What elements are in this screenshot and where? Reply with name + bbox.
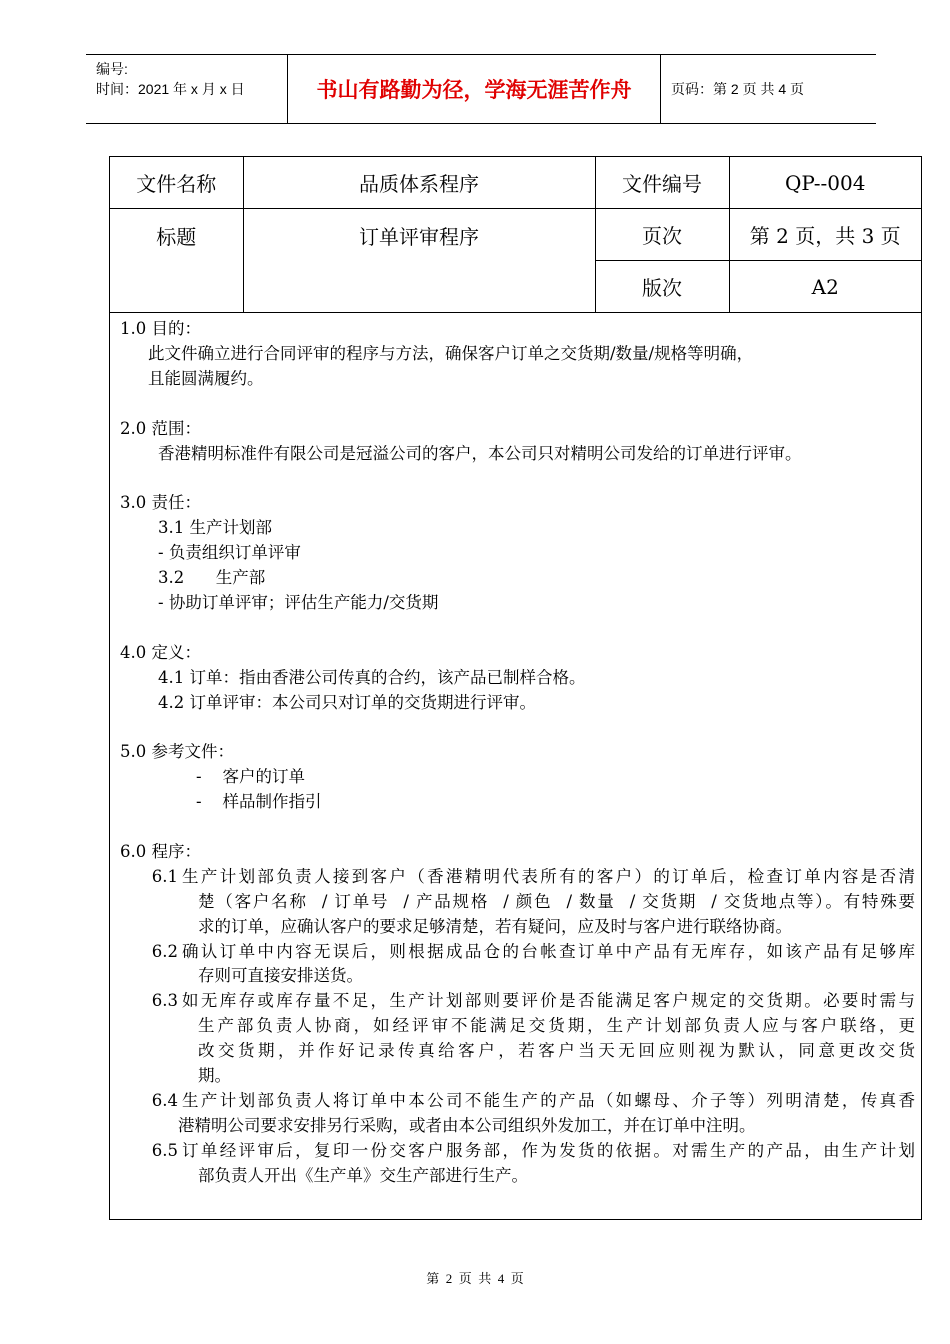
procedure-text: 生产计划部负责人接到客户（香港精明代表所有的客户）的订单后，检查订单内容是否清 (182, 866, 915, 886)
file-name-value: 品质体系程序 (243, 157, 595, 209)
procedure-text: 生产部负责人协商，如经评审不能满足交货期，生产计划部负责人应与客户联络，更 (198, 1016, 915, 1036)
section-2-heading: 2.0 范围： (120, 418, 201, 438)
file-name-label: 文件名称 (110, 157, 243, 209)
procedure-number: 6.5 (151, 1140, 178, 1160)
section-3-1-duty: - 负责组织订单评审 (158, 543, 301, 563)
section-3-2: 3.2 生产部 (158, 568, 266, 588)
version-label: 版次 (595, 261, 729, 313)
section-4-heading: 4.0 定义： (120, 642, 201, 662)
procedure-text: 存则可直接安排送货。 (198, 966, 363, 986)
meta-row-title (110, 209, 921, 261)
page-value: 第 2 页，共 3 页 (729, 209, 921, 261)
procedure-text: 期。 (198, 1066, 231, 1086)
procedure-number: 6.4 (151, 1091, 178, 1111)
title-label: 标题 (110, 209, 243, 313)
section-3-2-duty: - 协助订单评审；评估生产能力/交货期 (158, 592, 439, 612)
procedure-6-3 (120, 989, 915, 1089)
version-value: A2 (729, 261, 921, 313)
section-3-heading: 3.0 责任： (120, 493, 201, 513)
section-4-2: 4.2 订单评审：本公司只对订单的交货期进行评审。 (158, 692, 536, 712)
document-frame (109, 156, 922, 1220)
procedure-text: 港精明公司要求安排另行采购，或者由本公司组织外发加工，并在订单中注明。 (178, 1115, 756, 1135)
header-info (86, 55, 287, 123)
document-number-label: 编号: (96, 61, 128, 77)
section-3-1: 3.1 生产计划部 (158, 518, 272, 538)
procedure-text: 改交货期，并作好记录传真给客户，若客户当天无回应则视为默认，同意更改交货 (198, 1041, 915, 1061)
document-body (120, 317, 915, 1189)
section-4-1: 4.1 订单：指由香港公司传真的合约，该产品已制样合格。 (158, 667, 586, 687)
header-page-number: 页码：第 2 页 共 4 页 (671, 81, 805, 97)
procedure-text: 订单经评审后，复印一份交客户服务部，作为发货的依据。对需生产的产品，由生产计划 (182, 1140, 915, 1160)
file-number-label: 文件编号 (595, 157, 729, 209)
section-1-heading: 1.0 目的： (120, 319, 201, 338)
procedure-number: 6.2 (151, 941, 178, 961)
section-1-text: 且能圆满履约。 (148, 368, 264, 388)
page-footer: 第 2 页 共 4 页 (426, 1271, 524, 1286)
page-header (86, 54, 876, 124)
procedure-6-1 (120, 865, 915, 940)
section-1-text: 此文件确立进行合同评审的程序与方法，确保客户订单之交货期/数量/规格等明确， (148, 343, 754, 363)
procedure-6-4 (120, 1089, 915, 1139)
procedure-6-2 (120, 940, 915, 990)
document-meta-table (110, 157, 921, 313)
procedure-text: 确认订单中内容无误后，则根据成品仓的台帐查订单中产品有无库存，如该产品有足够库 (182, 941, 915, 961)
procedure-text: 部负责人开出《生产单》交生产部进行生产。 (198, 1165, 528, 1185)
page-label: 页次 (595, 209, 729, 261)
reference-item: - 客户的订单 (196, 767, 306, 787)
procedure-number: 6.1 (151, 866, 178, 886)
procedure-text: 求的订单，应确认客户的要求足够清楚，若有疑问，应及时与客户进行联络协商。 (198, 916, 792, 936)
procedure-6-5 (120, 1139, 915, 1189)
meta-row-file (110, 157, 921, 209)
header-motto: 书山有路勤为径，学海无涯苦作舟 (287, 55, 661, 123)
reference-item: - 样品制作指引 (196, 792, 322, 812)
procedure-text: 生产计划部负责人将订单中本公司不能生产的产品（如螺母、介子等）列明清楚，传真香 (182, 1091, 915, 1111)
section-5-heading: 5.0 参考文件： (120, 742, 234, 762)
title-value: 订单评审程序 (243, 209, 595, 313)
procedure-number: 6.3 (151, 991, 178, 1011)
procedure-text: 楚（客户名称 / 订单号 / 产品规格 / 颜色 / 数量 / 交货期 / 交货地点等）。有特殊要 (198, 891, 915, 911)
section-2-text: 香港精明标准件有限公司是冠溢公司的客户，本公司只对精明公司发给的订单进行评审。 (158, 443, 802, 463)
section-6-heading: 6.0 程序： (120, 841, 201, 861)
file-number-value: QP--004 (729, 157, 921, 209)
procedure-text: 如无库存或库存量不足，生产计划部则要评价是否能满足客户规定的交货期。必要时需与 (182, 991, 915, 1011)
document-time-label: 时间：2021 年 x 月 x 日 (96, 81, 245, 97)
